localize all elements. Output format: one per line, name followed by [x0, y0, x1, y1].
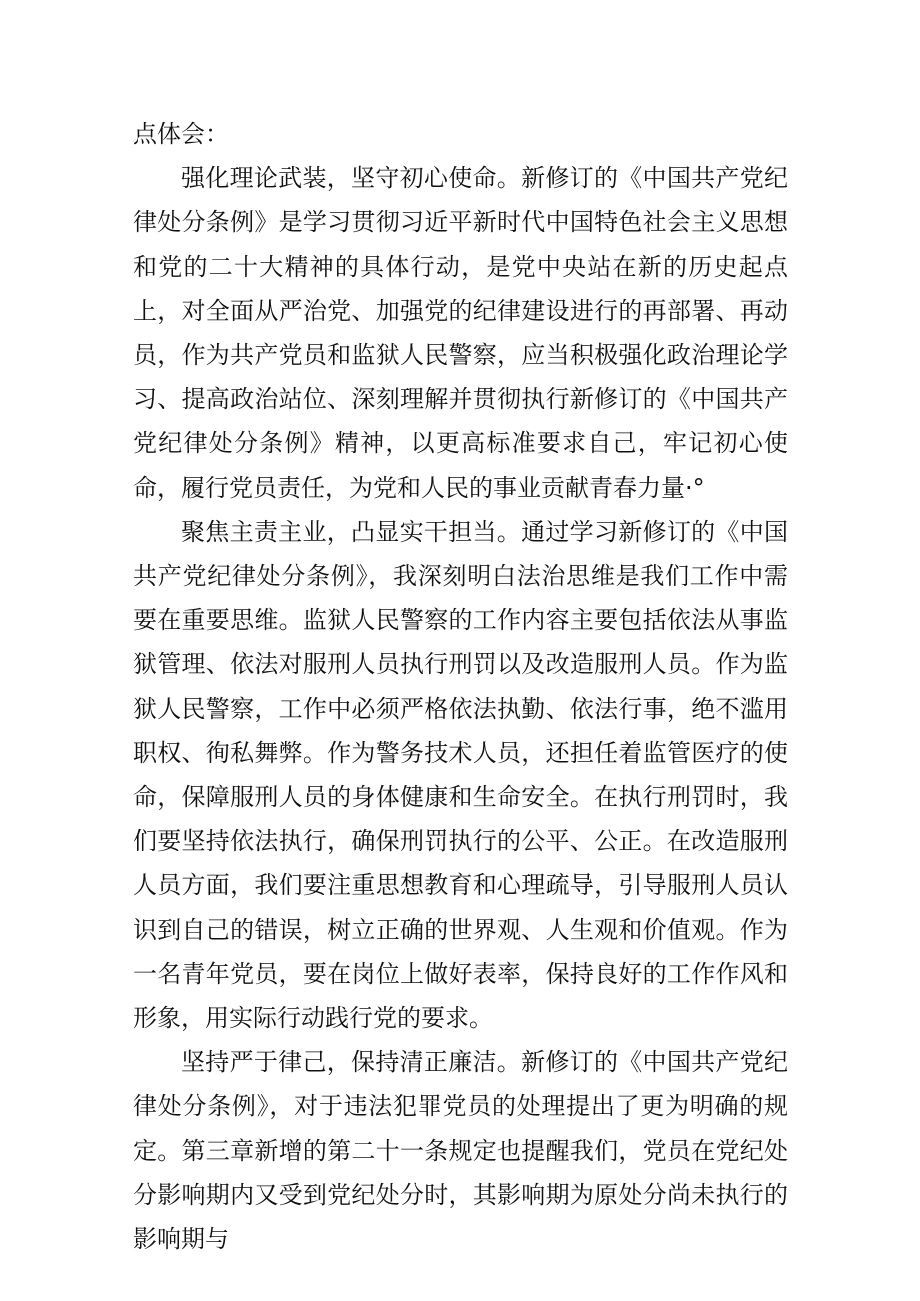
document-body: [133, 112, 788, 1261]
paragraph-duty-focus: 聚焦主责主业，凸显实干担当。通过学习新修订的《中国共产党纪律处分条例》，我深刻明白法治思维是我们工作中需要在重要思维。监狱人民警察的工作内容主要包括依法从事监狱管理、依法对服刑人员执行刑罚以及改造服刑人员。作为监狱人民警察，工作中必须严格依法执勤、依法行事，绝不滥用职权、徇私舞弊。作为警务技术人员，还担任着监管医疗的使命，保障服刑人员的身体健康和生命安全。在执行刑罚时，我们要坚持依法执行，确保刑罚执行的公平、公正。在改造服刑人员方面，我们要注重思想教育和心理疏导，引导服刑人员认识到自己的错误，树立正确的世界观、人生观和价值观。作为一名青年党员，要在岗位上做好表率，保持良好的工作作风和形象，用实际行动践行党的要求。: [133, 517, 788, 1033]
paragraph-self-discipline: 坚持严于律己，保持清正廉洁。新修订的《中国共产党纪律处分条例》，对于违法犯罪党员的处理提出了更为明确的规定。第三章新增的第二十一条规定也提醒我们，党员在党纪处分影响期内又受到党纪处分时，其影响期为原处分尚未执行的影响期与: [133, 1048, 788, 1254]
paragraph-continuation: 点体会：: [133, 120, 229, 148]
paragraph-theory-study: 强化理论武装，坚守初心使命。新修订的《中国共产党纪律处分条例》是学习贯彻习近平新时代中国特色社会主义思想和党的二十大精神的具体行动，是党中央站在新的历史起点上，对全面从严治党、加强党的纪律建设进行的再部署、再动员，作为共产党员和监狱人民警察，应当积极强化政治理论学习、提高政治站位、深刻理解并贯彻执行新修订的《中国共产党纪律处分条例》精神，以更高标准要求自己，牢记初心使命，履行党员责任，为党和人民的事业贡献青春力量·°: [133, 164, 788, 502]
